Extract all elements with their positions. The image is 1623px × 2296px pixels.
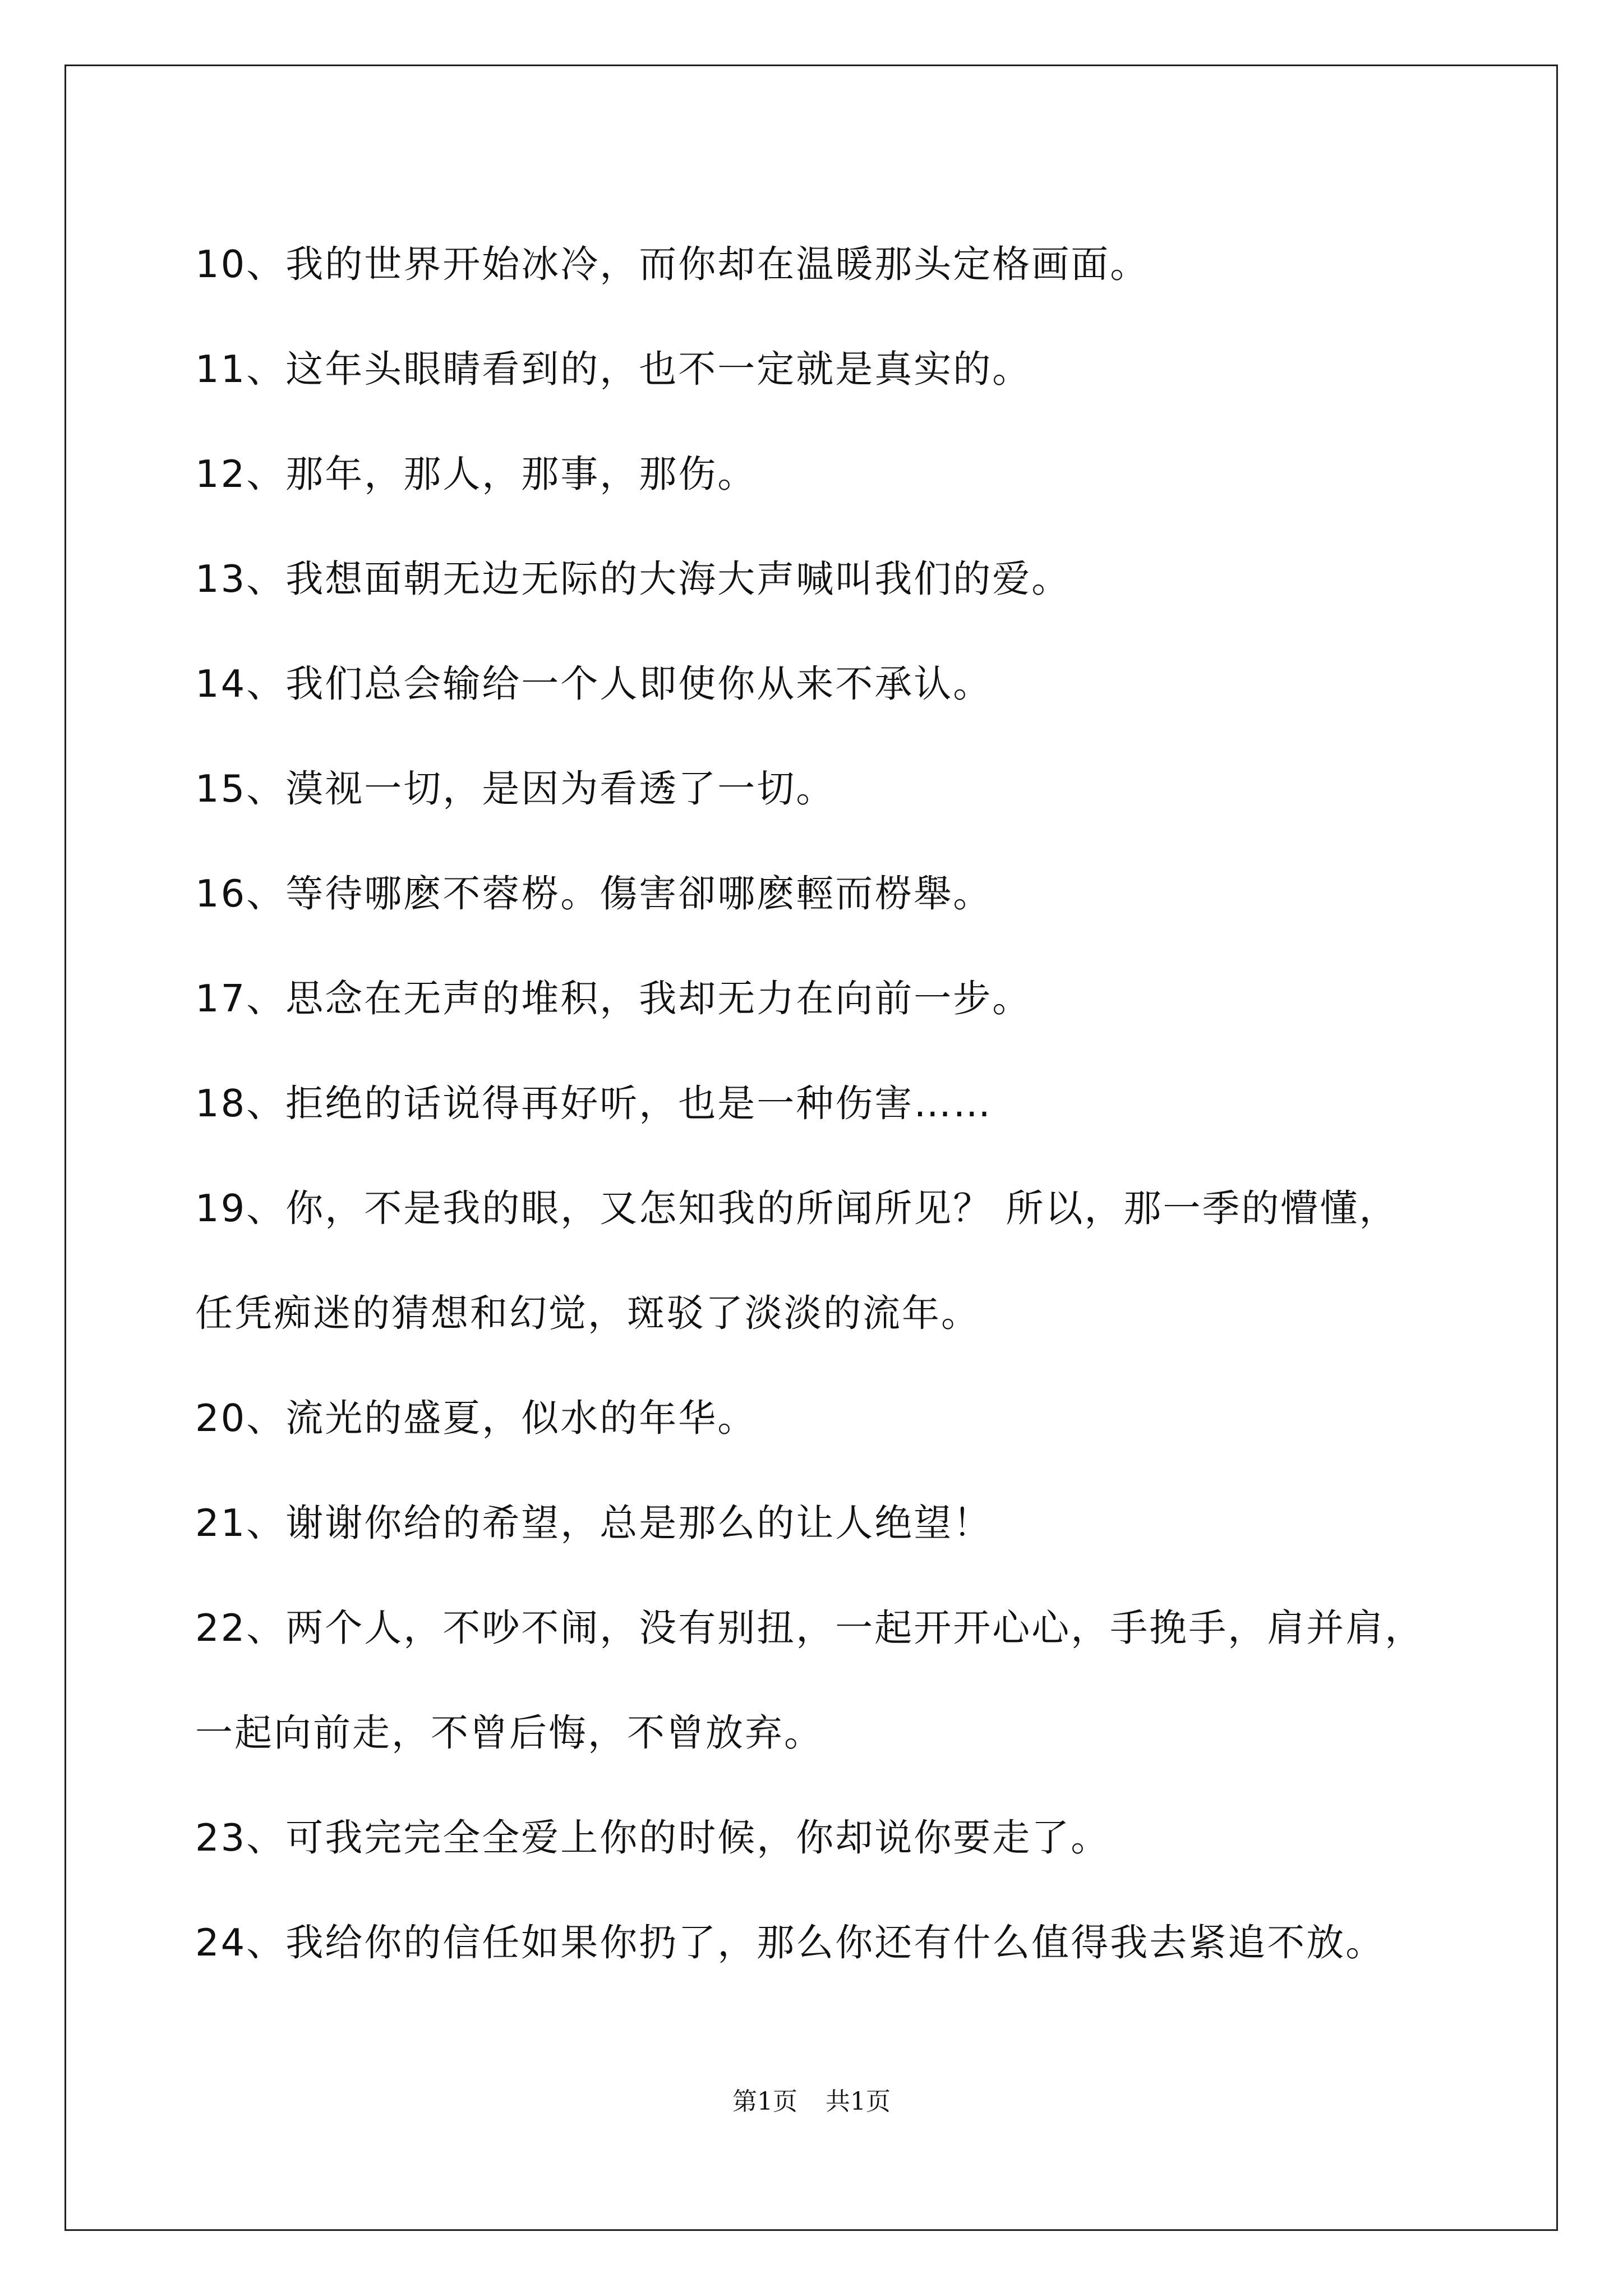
paragraph-11: 11、这年头眼睛看到的，也不一定就是真实的。 <box>195 347 1032 391</box>
paragraph-15: 15、漠视一切，是因为看透了一切。 <box>195 767 836 811</box>
paragraph-23: 23、可我完完全全爱上你的时候，你却说你要走了。 <box>195 1816 1110 1860</box>
paragraph-22-line-1: 22、两个人，不吵不闹，没有别扭，一起开开心心，手挽手，肩并肩， <box>195 1606 1424 1650</box>
paragraph-17: 17、思念在无声的堆积，我却无力在向前一步。 <box>195 977 1032 1020</box>
paragraph-12: 12、那年，那人，那事，那伤。 <box>195 452 757 496</box>
page-total: 共1页 <box>826 2087 891 2116</box>
paragraph-20: 20、流光的盛夏，似水的年华。 <box>195 1396 757 1440</box>
page-footer <box>0 2081 1623 2117</box>
paragraph-13: 13、我想面朝无边无际的大海大声喊叫我们的爱。 <box>195 557 1071 601</box>
paragraph-14: 14、我们总会输给一个人即使你从来不承认。 <box>195 662 993 706</box>
paragraph-19-line-2: 任凭痴迷的猜想和幻觉，斑驳了淡淡的流年。 <box>195 1291 980 1335</box>
paragraph-19-line-1: 19、你，不是我的眼，又怎知我的所闻所见？ 所以，那一季的懵懂， <box>195 1186 1399 1230</box>
paragraph-22-line-2: 一起向前走，不曾后悔，不曾放弃。 <box>195 1711 823 1755</box>
paragraph-10: 10、我的世界开始冰冷，而你却在温暖那头定格画面。 <box>195 242 1150 286</box>
paragraph-16: 16、等待哪麽不蓉梤。傷害卻哪麽輕而梤舉。 <box>195 872 993 915</box>
document-body <box>195 212 1474 1995</box>
paragraph-18: 18、拒绝的话说得再好听，也是一种伤害…… <box>195 1082 993 1125</box>
page-number: 第1页 <box>732 2087 797 2116</box>
paragraph-24: 24、我给你的信任如果你扔了，那么你还有什么值得我去紧追不放。 <box>195 1921 1385 1964</box>
paragraph-21: 21、谢谢你给的希望，总是那么的让人绝望！ <box>195 1501 993 1545</box>
